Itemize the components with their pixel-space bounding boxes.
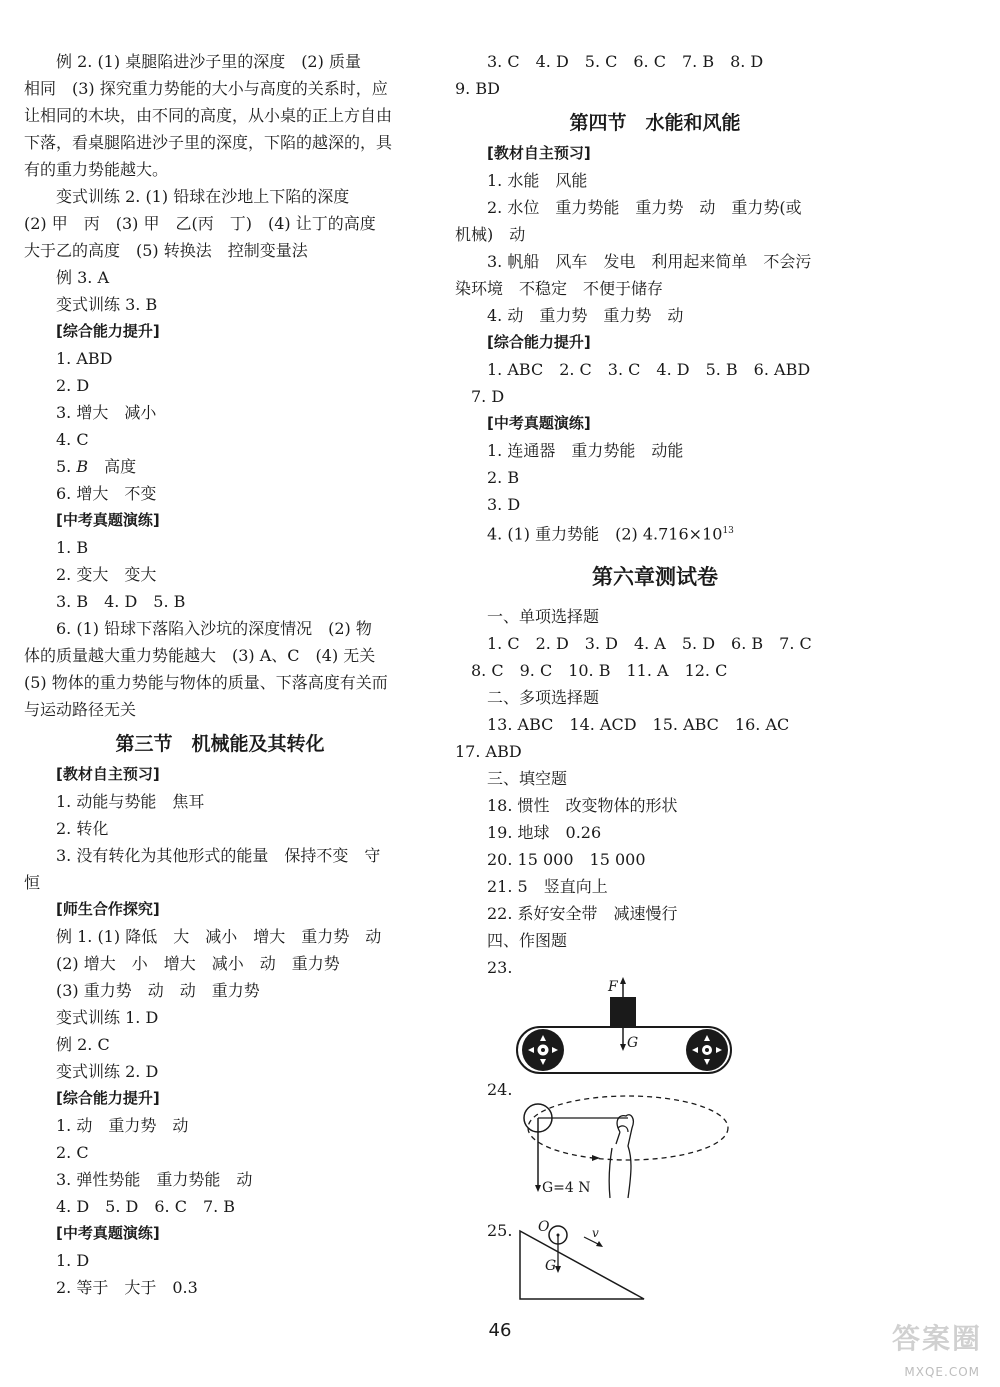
answer-line: 1. ABD xyxy=(56,349,113,368)
answer-line: 变式训练 3. B xyxy=(56,295,158,314)
answer-line xyxy=(24,453,416,480)
answer-line: 1. 连通器 重力势能 动能 xyxy=(487,441,684,460)
answer-line: 体的质量越大重力势能越大 (3) A、C (4) 无关 xyxy=(24,646,376,665)
hand-icon xyxy=(609,1115,633,1198)
answer-line: 4. C xyxy=(56,430,89,449)
answer-line: 变式训练 2. (1) 铅球在沙地上下陷的深度 xyxy=(56,187,350,206)
page-number: 46 xyxy=(488,1320,512,1341)
answer-line: 一、单项选择题 xyxy=(487,607,600,626)
answer-line: 例 1. (1) 降低 大 减小 增大 重力势 动 xyxy=(56,927,382,946)
answer-line: 21. 5 竖直向上 xyxy=(487,877,608,896)
answer-line: 2. 变大 变大 xyxy=(56,565,157,584)
answer-line: (2) 甲 丙 (3) 甲 乙(丙 丁) (4) 让丁的高度 xyxy=(24,214,376,233)
answer-line: 2. 转化 xyxy=(56,819,109,838)
answer-line: 3. B 4. D 5. B xyxy=(56,592,186,611)
answer-line: 3. D xyxy=(487,495,521,514)
answer-line: 2. 等于 大于 0.3 xyxy=(56,1278,198,1297)
section-label: [综合能力提升] xyxy=(56,322,160,340)
answer-line: (3) 重力势 动 动 重力势 xyxy=(56,981,260,1000)
answer-line: 与运动路径无关 xyxy=(24,700,137,719)
answer-line: 3. 增大 减小 xyxy=(56,403,157,422)
circular-motion-figure xyxy=(510,1088,740,1203)
answer-line: 19. 地球 0.26 xyxy=(487,823,602,842)
question-number: 25. xyxy=(487,1221,513,1240)
answer-line: 13. ABC 14. ACD 15. ABC 16. AC xyxy=(487,715,790,734)
answer-line: 机械) 动 xyxy=(455,225,526,244)
answer-line: 1. C 2. D 3. D 4. A 5. D 6. B 7. C xyxy=(487,634,812,653)
right-column xyxy=(455,48,855,981)
gravity-g-label: G xyxy=(627,1035,639,1051)
answer-line: 2. C xyxy=(56,1143,89,1162)
gravity-label: G xyxy=(545,1258,557,1274)
answer-line: 1. 动能与势能 焦耳 xyxy=(56,792,205,811)
answer-line: 下落，看桌腿陷进沙子里的深度，下陷的越深的，具 xyxy=(24,133,393,152)
answer-line: 3. 帆船 风车 发电 利用起来简单 不会污 xyxy=(487,252,812,271)
velocity-label: v xyxy=(592,1226,599,1240)
chapter-test-heading: 第六章测试卷 xyxy=(592,565,718,589)
answer-line: 有的重力势能越大。 xyxy=(24,160,169,179)
answer-line: 1. ABC 2. C 3. C 4. D 5. B 6. ABD xyxy=(487,360,811,379)
section-label: [中考真题演练] xyxy=(56,511,160,529)
conveyor-belt-figure xyxy=(510,975,750,1085)
answer-line: 染环境 不稳定 不便于储存 xyxy=(455,279,664,298)
answer-line: 2. D xyxy=(56,376,90,395)
answer-line: 2. 水位 重力势能 重力势 动 重力势(或 xyxy=(487,198,802,217)
section-label: [综合能力提升] xyxy=(487,333,591,351)
answer-line: 22. 系好安全带 减速慢行 xyxy=(487,904,678,923)
answer-line xyxy=(455,518,855,545)
answer-line: 变式训练 2. D xyxy=(56,1062,159,1081)
answer-line: 3. 弹性势能 重力势能 动 xyxy=(56,1170,253,1189)
answer-line: 4. 动 重力势 重力势 动 xyxy=(487,306,684,325)
section-label: [中考真题演练] xyxy=(487,414,591,432)
watermark-url: MXQE.COM xyxy=(904,1365,980,1379)
answer-text: 高度 xyxy=(88,457,137,476)
section-label: [综合能力提升] xyxy=(56,1089,160,1107)
answer-line: 大于乙的高度 (5) 转换法 控制变量法 xyxy=(24,241,308,260)
answer-line: 3. C 4. D 5. C 6. C 7. B 8. D xyxy=(487,52,764,71)
answer-line: 18. 惯性 改变物体的形状 xyxy=(487,796,678,815)
answer-line: 二、多项选择题 xyxy=(487,688,600,707)
answer-line: (2) 增大 小 增大 减小 动 重力势 xyxy=(56,954,340,973)
answer-line: 17. ABD xyxy=(455,742,522,761)
answer-line: 三、填空题 xyxy=(487,769,568,788)
answer-line: 让相同的木块，由不同的高度，从小桌的正上方自由 xyxy=(24,106,393,125)
answer-line: 例 2. C xyxy=(56,1035,110,1054)
exponent: 13 xyxy=(722,526,734,536)
answer-line: 6. 增大 不变 xyxy=(56,484,157,503)
answer-line: 恒 xyxy=(24,873,41,892)
answer-line: 四、作图题 xyxy=(487,931,568,950)
answer-line: 相同 (3) 探究重力势能的大小与高度的关系时，应 xyxy=(24,79,388,98)
answer-line: 8. C 9. C 10. B 11. A 12. C xyxy=(471,661,728,680)
question-number: 24. xyxy=(487,1080,513,1099)
watermark-logo: 答案圈 xyxy=(891,1322,982,1355)
section-label: [中考真题演练] xyxy=(56,1224,160,1242)
answer-line: 4. D 5. D 6. C 7. B xyxy=(56,1197,236,1216)
answer-number: 5. xyxy=(56,457,77,476)
answer-line: 变式训练 1. D xyxy=(56,1008,159,1027)
answer-line: 1. B xyxy=(56,538,89,557)
answer-line: 例 3. A xyxy=(56,268,109,287)
italic-symbol: B xyxy=(76,457,89,476)
question-number: 23. xyxy=(487,958,513,977)
answer-line: 3. 没有转化为其他形式的能量 保持不变 守 xyxy=(56,846,381,865)
answer-line: 例 2. (1) 桌腿陷进沙子里的深度 (2) 质量 xyxy=(56,52,361,71)
force-f-label: F xyxy=(608,979,618,995)
answer-line: 6. (1) 铅球下落陷入沙坑的深度情况 (2) 物 xyxy=(56,619,372,638)
section-label: [师生合作探究] xyxy=(56,900,160,918)
answer-line: 1. 水能 风能 xyxy=(487,171,588,190)
answer-line: (5) 物体的重力势能与物体的质量、下落高度有关而 xyxy=(24,673,388,692)
left-column xyxy=(24,48,416,1301)
answer-line: 20. 15 000 15 000 xyxy=(487,850,646,869)
answer-line: 9. BD xyxy=(455,79,500,98)
answer-line: 7. D xyxy=(471,387,505,406)
point-o-label: O xyxy=(538,1219,550,1235)
inclined-plane-figure xyxy=(512,1215,652,1305)
gravity-label: G=4 N xyxy=(542,1180,591,1196)
answer-line: 1. D xyxy=(56,1251,90,1270)
answer-line: 1. 动 重力势 动 xyxy=(56,1116,189,1135)
section-heading: 第四节 水能和风能 xyxy=(569,112,741,134)
answer-line: 2. B xyxy=(487,468,520,487)
answer-text: 4. (1) 重力势能 (2) 4.716×10 xyxy=(487,524,723,544)
section-label: [教材自主预习] xyxy=(487,144,591,162)
section-heading: 第三节 机械能及其转化 xyxy=(115,733,325,755)
section-label: [教材自主预习] xyxy=(56,765,160,783)
